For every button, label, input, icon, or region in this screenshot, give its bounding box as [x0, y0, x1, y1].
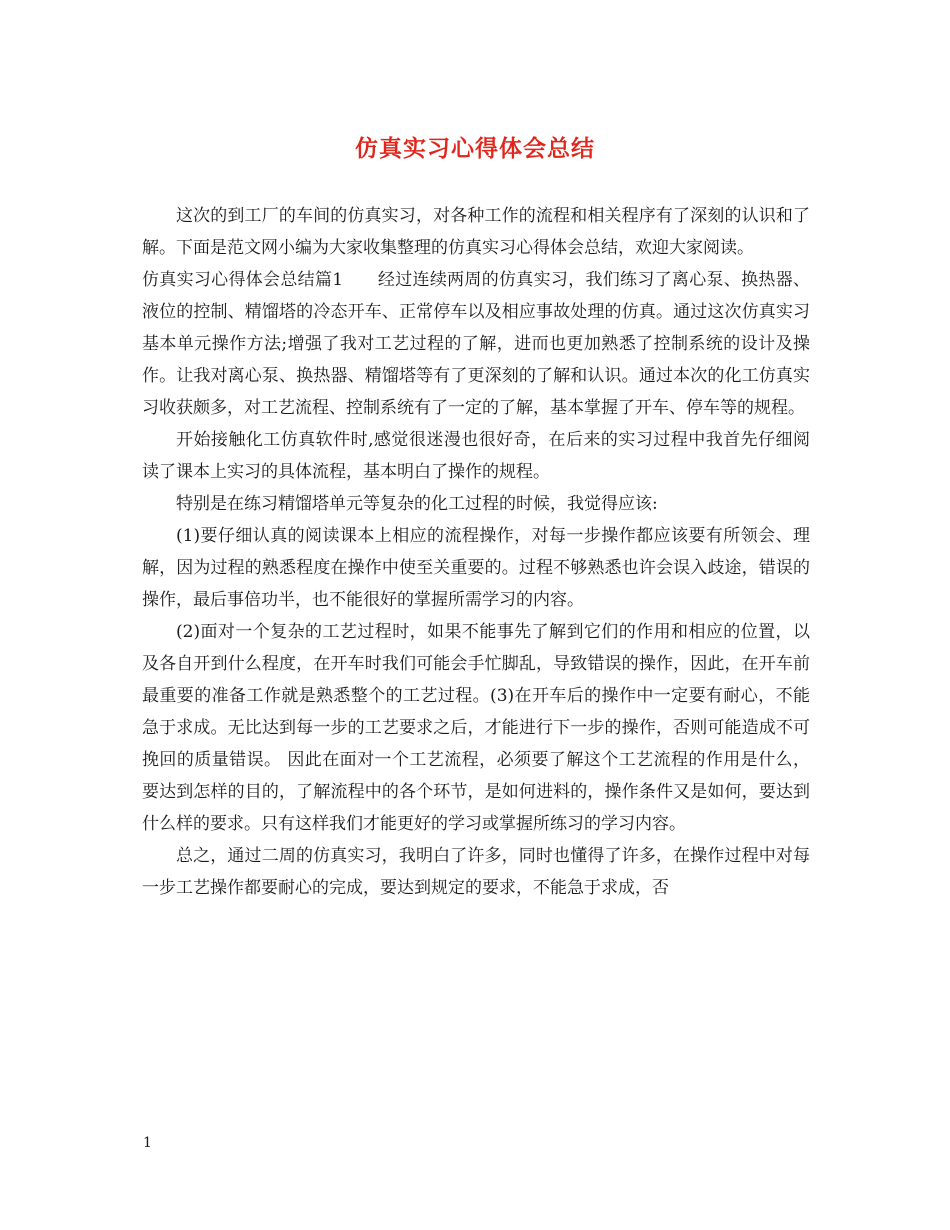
document-title: 仿真实习心得体会总结: [355, 135, 595, 162]
paragraph-conclusion: 总之，通过二周的仿真实习，我明白了许多，同时也懂得了许多，在操作过程中对每一步工艺操作都要耐心的完成，要达到规定的要求，不能急于求成，否: [142, 846, 810, 898]
paragraph-intro: 这次的到工厂的车间的仿真实习，对各种工作的流程和相关程序有了深刻的认识和了解。下面是范文网小编为大家收集整理的仿真实习心得体会总结，欢迎大家阅读。: [142, 206, 810, 258]
paragraph-section-1: 仿真实习心得体会总结篇1 经过连续两周的仿真实习，我们练习了离心泵、换热器、液位的控制、精馏塔的冷态开车、正常停车以及相应事故处理的仿真。通过这次仿真实习基本单元操作方法;增强了我对工艺过程的了解，进而也更加熟悉了控制系统的设计及操作。让我对离心泵、换热器、精馏塔等有了更深刻的了解和认识。通过本次的化工仿真实习收获颇多，对工艺流程、控制系统有了一定的了解，基本掌握了开车、停车等的规程。: [142, 270, 810, 418]
paragraph-software: 开始接触化工仿真软件时,感觉很迷漫也很好奇，在后来的实习过程中我首先仔细阅读了课本上实习的具体流程，基本明白了操作的规程。: [142, 430, 810, 482]
paragraph-distillation: 特别是在练习精馏塔单元等复杂的化工过程的时候，我觉得应该:: [176, 494, 658, 514]
page-number: 1: [143, 1135, 152, 1151]
document-body: [142, 200, 810, 904]
paragraph-point-1: (1)要仔细认真的阅读课本上相应的流程操作，对每一步操作都应该要有所领会、理解，因为过程的熟悉程度在操作中使至关重要的。过程不够熟悉也许会误入歧途，错误的操作，最后事倍功半，也不能很好的掌握所需学习的内容。: [142, 526, 810, 610]
paragraph-point-2-3: (2)面对一个复杂的工艺过程时，如果不能事先了解到它们的作用和相应的位置，以及各自开到什么程度，在开车时我们可能会手忙脚乱，导致错误的操作，因此，在开车前最重要的准备工作就是熟悉整个的工艺过程。(3)在开车后的操作中一定要有耐心，不能急于求成。无比达到每一步的工艺要求之后，才能进行下一步的操作，否则可能造成不可挽回的质量错误。 因此在面对一个工艺流程，必须要了解这个工艺流程的作用是什么，要达到怎样的目的，了解流程中的各个环节，是如何进料的，操作条件又是如何，要达到什么样的要求。只有这样我们才能更好的学习或掌握所练习的学习内容。: [142, 622, 810, 834]
